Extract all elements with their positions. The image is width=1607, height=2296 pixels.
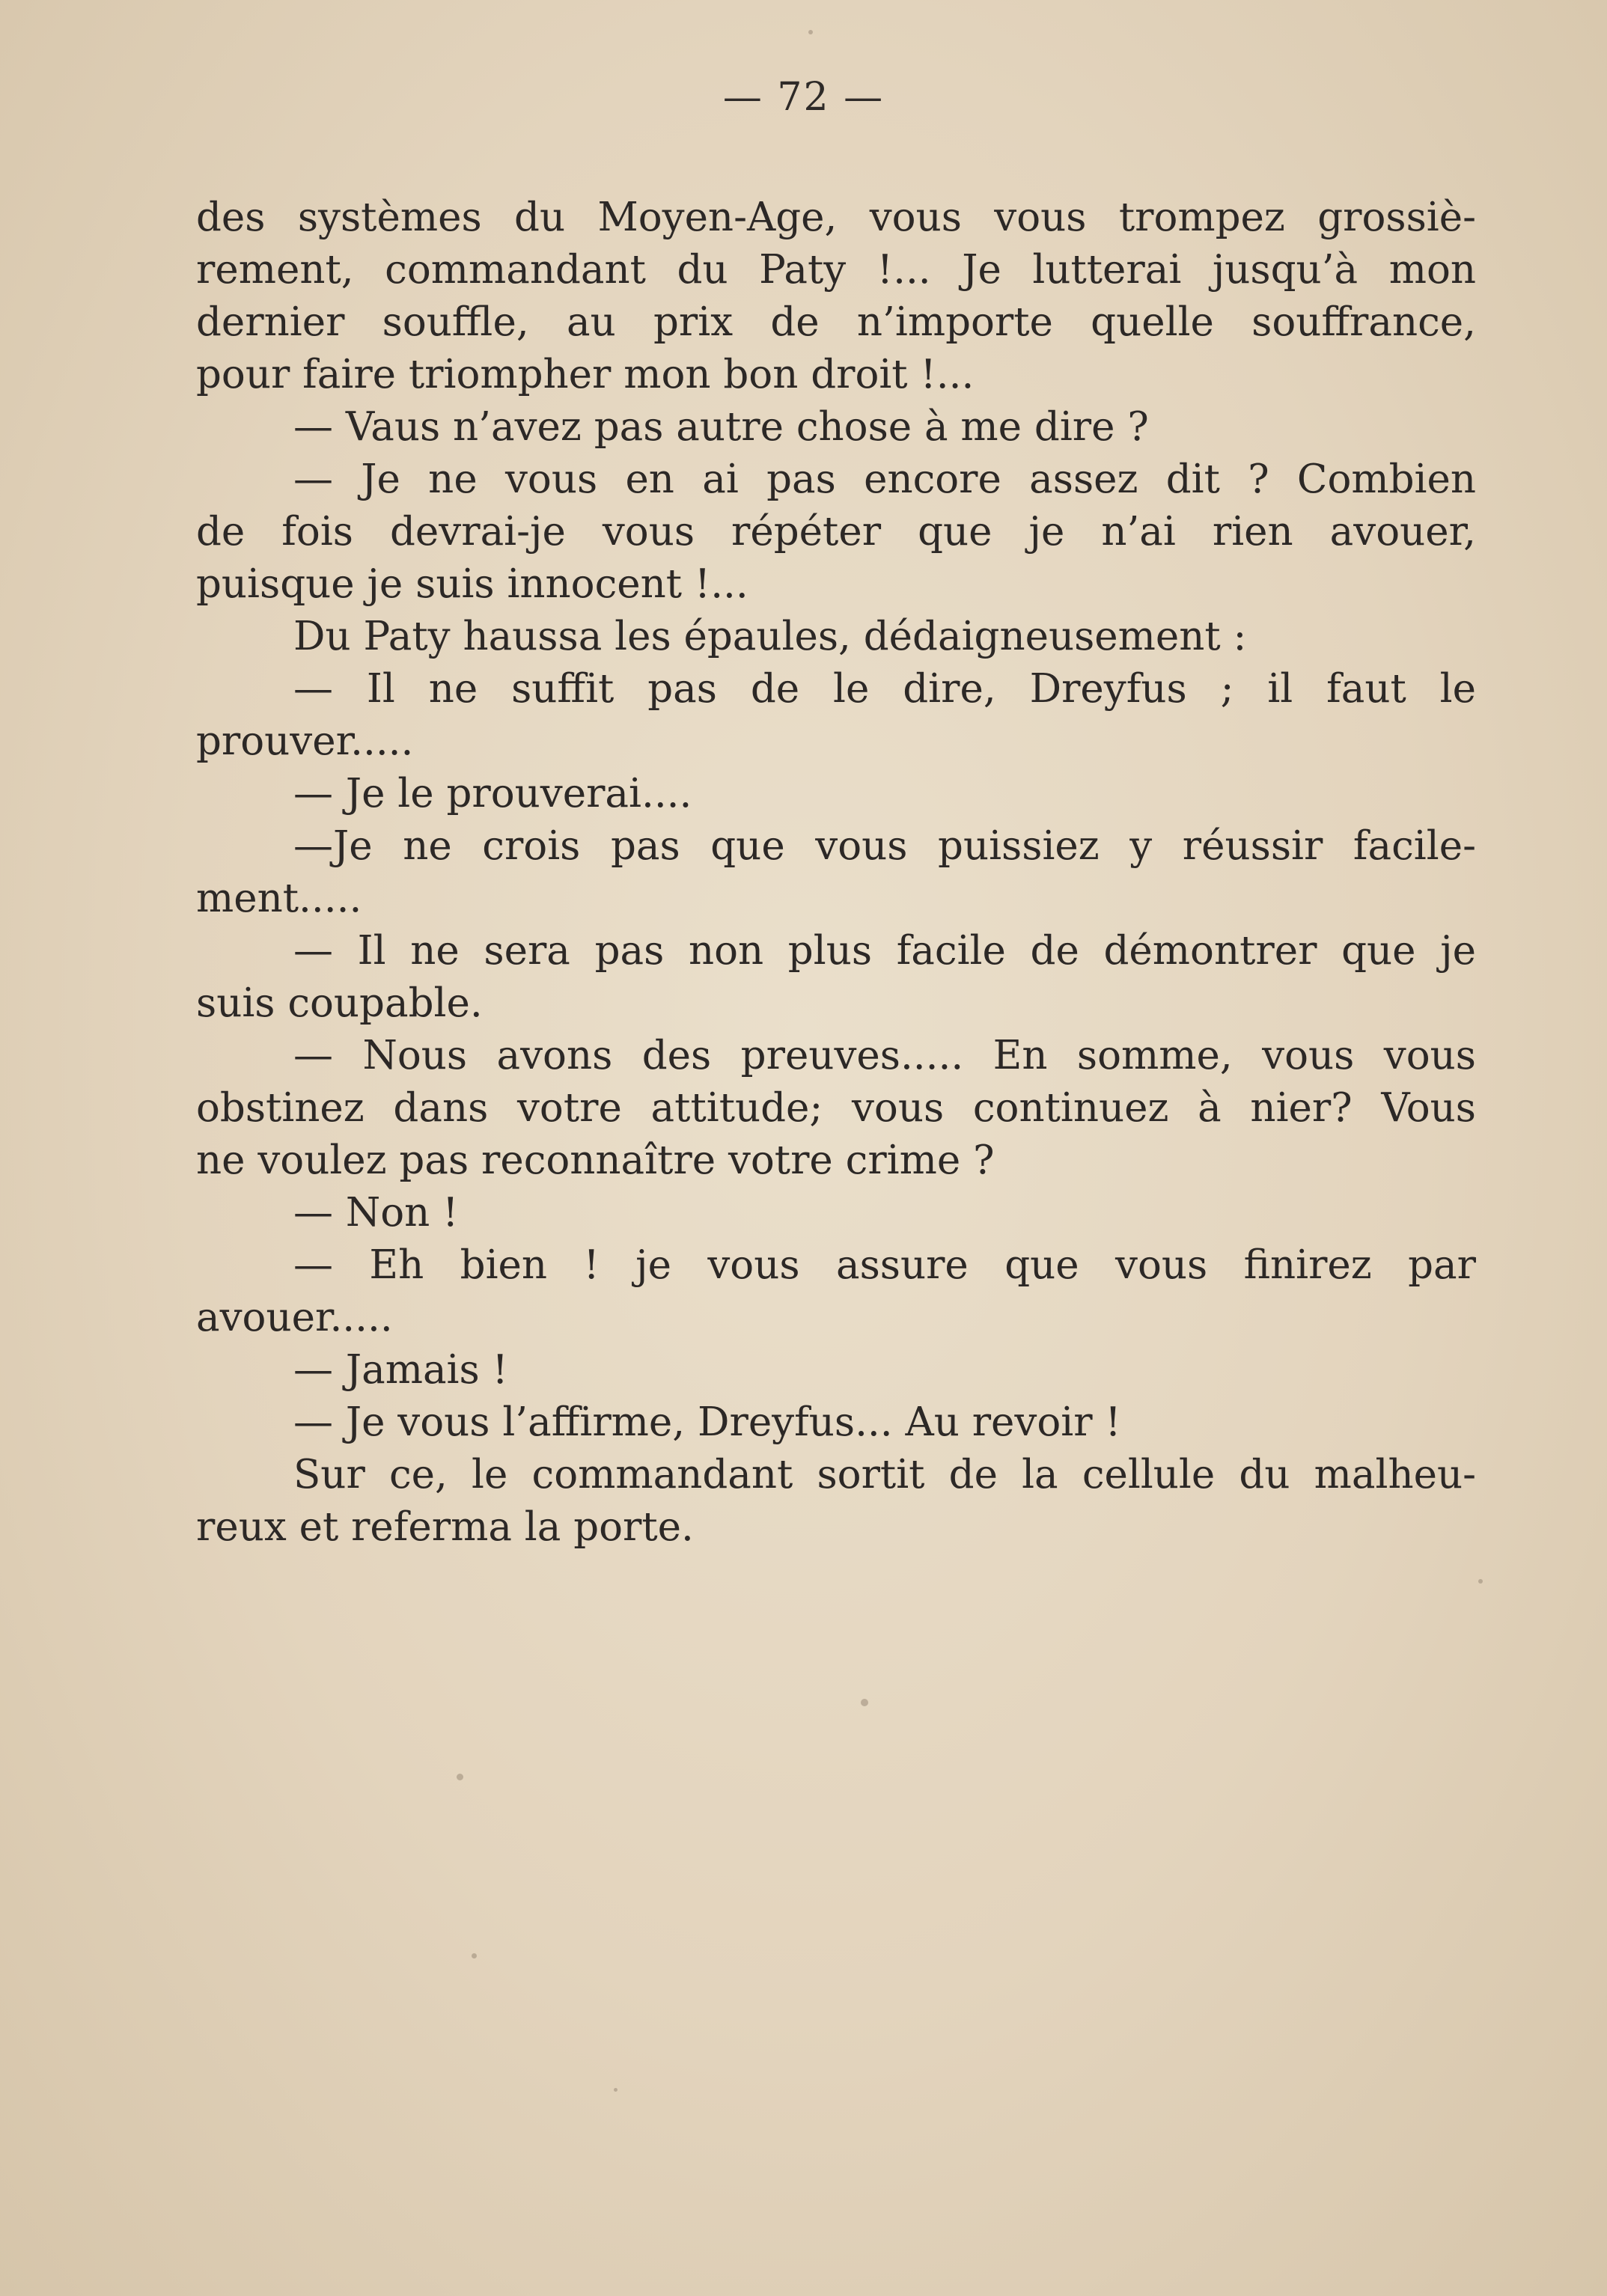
- text-line: dernier souffle, au prix de n’importe quelle souffrance,: [196, 299, 1476, 345]
- text-line: des systèmes du Moyen-Age, vous vous trompez grossiè-: [196, 195, 1476, 240]
- text-line: — Il ne sera pas non plus facile de démontrer que je: [293, 928, 1476, 974]
- text-line: Du Paty haussa les épaules, dédaigneusement :: [293, 614, 1247, 659]
- text-line: obstinez dans votre attitude; vous continuez à nier? Vous: [196, 1085, 1476, 1131]
- text-line: rement, commandant du Paty !... Je lutterai jusqu’à mon: [196, 247, 1476, 293]
- paper-speck: [457, 1774, 463, 1780]
- text-line: de fois devrai-je vous répéter que je n’ai rien avouer,: [196, 509, 1476, 555]
- text-line: — Eh bien ! je vous assure que vous finirez par: [293, 1242, 1476, 1288]
- text-line: — Je ne vous en ai pas encore assez dit ? Combien: [293, 457, 1476, 502]
- text-line: — Non !: [293, 1190, 459, 1236]
- paper-speck: [1478, 1579, 1483, 1584]
- body-text: [196, 192, 1476, 1554]
- text-line: — Je le prouverai....: [293, 771, 692, 816]
- page-number: — 72 —: [722, 75, 885, 120]
- text-line: reux et referma la porte.: [196, 1504, 694, 1550]
- text-line: — Vaus n’avez pas autre chose à me dire ?: [293, 404, 1149, 450]
- paper-speck: [614, 2088, 618, 2092]
- text-line: — Il ne suffit pas de le dire, Dreyfus ; il faut le: [293, 666, 1476, 712]
- text-line: pour faire triompher mon bon droit !...: [196, 352, 975, 397]
- paper-speck: [808, 30, 813, 34]
- paper-speck: [472, 1953, 477, 1958]
- paper-speck: [861, 1699, 868, 1706]
- text-line: Sur ce, le commandant sortit de la cellule du malheu-: [293, 1452, 1476, 1497]
- text-line: suis coupable.: [196, 980, 483, 1026]
- text-line: —Je ne crois pas que vous puissiez y réussir facile-: [293, 823, 1476, 869]
- text-line: — Je vous l’affirme, Dreyfus... Au revoir !: [293, 1399, 1121, 1445]
- text-line: ne voulez pas reconnaître votre crime ?: [196, 1138, 995, 1183]
- text-line: — Jamais !: [293, 1347, 508, 1393]
- text-line: — Nous avons des preuves..... En somme, vous vous: [293, 1033, 1476, 1078]
- text-line: prouver.....: [196, 718, 414, 764]
- text-line: puisque je suis innocent !...: [196, 561, 748, 607]
- text-line: ment.....: [196, 876, 362, 921]
- text-line: avouer.....: [196, 1295, 393, 1340]
